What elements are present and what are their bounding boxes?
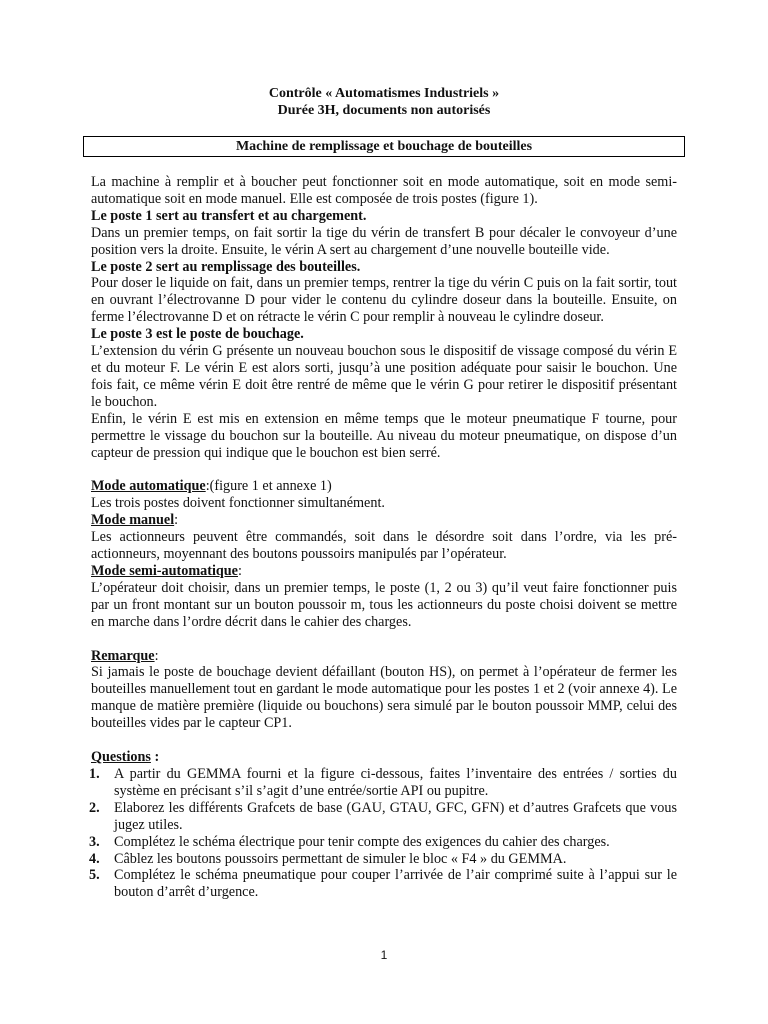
poste3-text-1: L’extension du vérin G présente un nouveau bouchon sous le dispositif de vissage composé du vérin E et du moteur F. Le vérin E est alors sorti, jusqu’à une position adéquate pour saisir le bouchon. Une fois fait, ce même vérin E doit être rentré de même que le vérin G pour retirer le dispositif présentant le bouchon. [91,343,677,410]
question-item [91,867,677,901]
question-item [91,766,677,800]
question-number: 1. [89,766,100,782]
question-text: Elaborez les différents Grafcets de base (GAU, GTAU, GFC, GFN) et d’autres Grafcets que vous jugez utiles. [114,799,677,833]
poste1-heading: Le poste 1 sert au transfert et au chargement. [91,207,367,224]
page-number: 1 [380,948,388,962]
poste3-text-2: Enfin, le vérin E est mis en extension en même temps que le moteur pneumatique F tourne, pour permettre le vissage du bouchon sur la bouteille. Au niveau du moteur pneumatique, on dispose d’un capteur de pression qui indique que le bouchon est bien serré. [91,410,677,461]
question-item [91,834,677,851]
section-title-box: Machine de remplissage et bouchage de bouteilles [83,136,685,157]
mode-semi-suffix: : [237,562,242,579]
mode-auto-label: Mode automatique [91,478,206,495]
question-item [91,851,677,868]
question-number: 2. [89,799,100,816]
question-item [91,800,677,834]
mode-semi-text: L’opérateur doit choisir, dans un premier temps, le poste (1, 2 ou 3) qu’il veut faire fonctionner puis par un front montant sur un bouton poussoir m, tous les actionneurs du poste choisi doivent se mettre en marche dans l’ordre décrit dans le cahier des charges. [91,579,677,630]
mode-auto-suffix: :(figure 1 et annexe 1) [205,478,332,495]
question-text: Câblez les boutons poussoirs permettant de simuler le bloc « F4 » du GEMMA. [114,850,567,867]
questions-heading [91,749,677,766]
mode-manual-text: Les actionneurs peuvent être commandés, soit dans le désordre soit dans l’ordre, via les pré-actionneurs, moyennant des boutons poussoirs manipulés par l’opérateur. [91,529,677,563]
mode-manual-label: Mode manuel [91,512,175,529]
questions-list [91,766,677,901]
poste2-text: Pour doser le liquide on fait, dans un premier temps, rentrer la tige du vérin C puis on la fait sortir, tout en ouvrant l’électrovanne D pour vider le contenu du cylindre doseur dans la bouteille. Ensuite, on ferme l’électrovanne D et on rétracte le vérin C pour remplir à nouveau le cylindre doseur. [91,275,677,326]
poste1-text: Dans un premier temps, on fait sortir la tige du vérin de transfert B pour décaler le convoyeur d’une position vers la droite. Ensuite, le vérin A sert au chargement d’une nouvelle bouteille vide. [91,224,677,258]
remarque-suffix: : [154,647,159,664]
poste3-heading: Le poste 3 est le poste de bouchage. [91,326,304,343]
question-number: 3. [89,833,100,850]
mode-auto-heading [91,478,677,495]
document-title: Contrôle « Automatismes Industriels » [268,86,500,101]
question-text: Complétez le schéma pneumatique pour couper l’arrivée de l’air comprimé suite à l’appui sur le bouton d’arrêt d’urgence. [114,867,677,901]
question-number: 4. [89,850,100,867]
question-number: 5. [89,867,100,884]
intro-paragraph: La machine à remplir et à boucher peut fonctionner soit en mode automatique, soit en mode semi-automatique soit en mode manuel. Elle est composée de trois postes (figure 1). [91,174,677,207]
question-text: A partir du GEMMA fourni et la figure ci-dessous, faites l’inventaire des entrées / sorties du système en précisant s’il s’agit d’une entrée/sortie API ou pupitre. [114,766,677,799]
remarque-text: Si jamais le poste de bouchage devient défaillant (bouton HS), on permet à l’opérateur de fermer les bouteilles manuellement tout en gardant le mode automatique pour les postes 1 et 2 (voir annexe 4). Le manque de matière première (liquide ou bouchons) sera simulé par le bouton poussoir MMP, celui des bouteilles vides par le capteur CP1. [91,664,677,732]
questions-suffix: : [150,749,160,766]
document-body [91,174,677,901]
mode-semi-label: Mode semi-automatique [91,562,238,579]
remarque-heading [91,648,677,665]
mode-manual-suffix: : [174,512,179,529]
mode-auto-text: Les trois postes doivent fonctionner simultanément. [91,495,385,512]
mode-manual-heading [91,512,677,529]
questions-label: Questions [91,749,151,766]
remarque-label: Remarque [91,647,155,664]
mode-semi-heading [91,563,677,580]
question-text: Complétez le schéma électrique pour tenir compte des exigences du cahier des charges. [114,833,610,850]
poste2-heading: Le poste 2 sert au remplissage des bouteilles. [91,258,361,275]
document-subtitle: Durée 3H, documents non autorisés [277,103,491,118]
